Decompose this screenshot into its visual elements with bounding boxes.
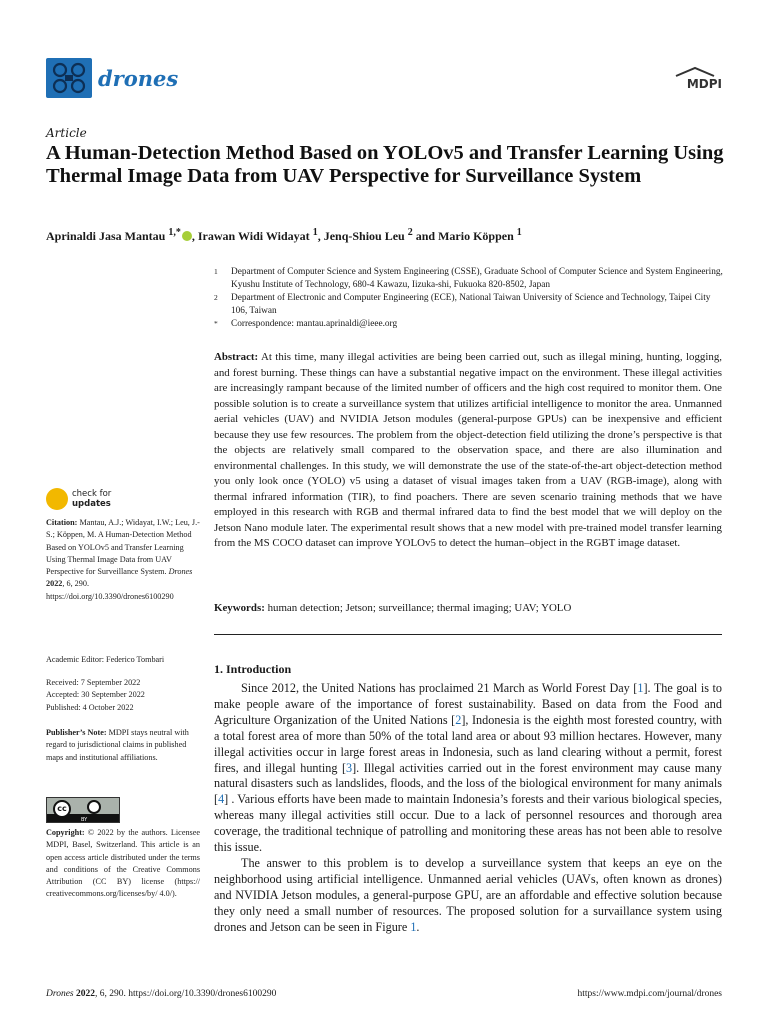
check-updates-line2: updates [72, 499, 111, 509]
publishers-note [46, 727, 200, 764]
keywords-label: Keywords: [214, 602, 265, 614]
publishers-note-text: MDPI stays neutral with regard to jurisdictional claims in published maps and institutional affiliations. [46, 728, 189, 762]
publication-dates [46, 677, 200, 714]
footer-citation [46, 989, 276, 999]
published-date: Published: 4 October 2022 [46, 702, 134, 712]
keywords [214, 602, 722, 614]
journal-name: drones [98, 66, 179, 91]
author-name: Irawan Widi Widayat [197, 229, 310, 243]
author-affil-mark: 1 [312, 227, 318, 238]
affiliation-item [214, 266, 724, 292]
citation-year: 2022 [46, 579, 63, 589]
check-updates-icon [46, 488, 68, 510]
citation-journal: Drones [168, 567, 193, 577]
received-date: Received: 7 September 2022 [46, 678, 141, 687]
author-name: Mario Köppen [438, 229, 514, 243]
abstract-label: Abstract: [214, 351, 259, 363]
paragraph: Since 2012, the United Nations has proclaimed 21 March as World Forest Day [1]. The goal is to make people aware of the importance of forest sustainability. Based on data from the Food and Agriculture Organization of the United Nations [2], Indonesia is the eighth most forested country, with a total forest area of more than 50% of the total land area or about 93 million hectares. However, many illegal activities occur in large forest areas in Indonesia, such as land clearing without a permit, forest fires, and illegal hunting [3]. Illegal activities carried out in the forest environment may cause many natural disasters such as landslides, floods, and the loss of the biological environment for many animals [4] . Various efforts have been made to maintain Indonesia’s forests and their various biological species, whereas many illegal activities still occur. Due to a lack of personnel resources and thorough area coverage, the traditional technique of patrolling and monitoring these areas has not been able to resolve this issue. [214, 681, 722, 855]
footer-year: 2022 [76, 989, 95, 999]
cc-by-license-badge[interactable] [46, 797, 120, 823]
reference-link[interactable]: 4 [218, 792, 225, 807]
cc-by-label: BY [81, 817, 88, 823]
affiliation-text: Department of Computer Science and System Engineering (CSSE), Graduate School of Computer Science and System Engineering, Kyushu Institute of Technology, 680-4 Kawazu, Iizuka-shi, Fukuoka 820-8502, Japan [231, 267, 723, 290]
paragraph: The answer to this problem is to develop a surveillance system that keeps an eye on the neighborhood using artificial intelligence. Unmanned aerial vehicles (UAVs, often known as drones) and NVIDIA Jetson modules, a general-purpose GPU, are an affordable and effective solution because they only need a small number of resources. The proposed solution for a survaillance system using drones and Jetson can be seen in Figure 1. [214, 855, 722, 934]
paper-title: A Human-Detection Method Based on YOLOv5 and Transfer Learning Using Thermal Image Data from UAV Perspective for Surveillance System [46, 142, 724, 187]
citation-text: Mantau, A.J.; Widayat, I.W.; Leu, J.-S.; Köppen, M. A Human-Detection Method Based on YOLOv5 and Transfer Learning Using Thermal Image Data from UAV Perspective for Surveillance System. [46, 518, 200, 577]
reference-link[interactable]: 2 [455, 712, 462, 727]
affiliation-text: Department of Electronic and Computer Engineering (ECE), National Taiwan University of Science and Technology, Taipei City 106, Taiwan [231, 293, 711, 316]
figure-link[interactable]: 1 [410, 919, 417, 934]
journal-header [46, 58, 722, 98]
attribution-icon [87, 800, 101, 814]
author-name: Aprinaldi Jasa Mantau [46, 229, 166, 243]
copyright-text: © 2022 by the authors. Licensee MDPI, Basel, Switzerland. This article is an open access article distributed under the terms and conditions of the Creative Commons Attribution (CC BY) license (https:// creativecommons.org/licenses/by/ 4.0/). [46, 828, 200, 899]
reference-link[interactable]: 3 [346, 760, 353, 775]
affiliation-mark: 1 [214, 267, 218, 276]
section-divider [214, 634, 722, 635]
reference-link[interactable]: 1 [637, 681, 644, 695]
author-affil-mark: 1,* [168, 227, 181, 238]
affiliation-item [214, 318, 724, 331]
publishers-note-label: Publisher’s Note: [46, 728, 107, 737]
citation-label: Citation: [46, 518, 78, 527]
creative-commons-icon: cc [53, 800, 71, 818]
copyright-block [46, 827, 200, 901]
author-affil-mark: 2 [407, 227, 413, 238]
author-name: Jenq-Shiou Leu [323, 229, 405, 243]
article-type: Article [46, 126, 87, 140]
author-list: Aprinaldi Jasa Mantau $^{1,*}$ , Irawan Widi Widayat $^1$, Jenq-Shiou Leu $^2$ and Mario Köppen $^1$ [46, 227, 522, 243]
drones-logo-icon [46, 58, 92, 98]
author-conjunction: and [415, 229, 436, 243]
introduction-text [214, 681, 722, 936]
footer-doi[interactable]: , 6, 290. https://doi.org/10.3390/drones6100290 [95, 989, 277, 999]
affiliation-mark: 2 [214, 293, 218, 302]
publisher-name: MDPI [686, 77, 722, 91]
academic-editor: Academic Editor: Federico Tombari [46, 655, 165, 664]
affiliation-mark: * [214, 319, 218, 328]
section-heading: 1. Introduction [214, 662, 292, 676]
copyright-label: Copyright: [46, 828, 85, 837]
abstract [214, 350, 722, 552]
orcid-icon[interactable] [182, 231, 192, 241]
author-affil-mark: 1 [516, 227, 522, 238]
affiliation-item [214, 292, 724, 318]
check-updates-line1: check for [72, 489, 112, 499]
citation-block [46, 517, 200, 603]
check-for-updates-button[interactable] [46, 487, 136, 513]
abstract-text: At this time, many illegal activities are being been carried out, such as illegal mining, hunting, logging, and forest burning. These things can have a substantial negative impact on the environment. These illegal activities are increasingly rampant because of the limited number of officers and the high cost required to monitor them. One possible solution is to create a surveillance system that utilizes artificial intelligence to monitor the area. Unmanned aerial vehicles (UAV) and NVIDIA Jetson modules (general-purpose GPUs) can be inexpensive and efficient because they use few resources. The problem from the object-detection field utilizing the drone’s perspective is that the objects are relatively small compared to the observation space, and there are also illumination and environmental challenges. In this study, we will demonstrate the use of the state-of-the-art object-detection method you only look once (YOLO) v5 using a dataset of visual images taken from a UAV (RGB-image), along with thermal infrared information (TIR), to find poachers. There are seven scenario training methods that we have employed in this research with RGB and thermal infrared data to find the best model that we will deploy on the Jetson Nano module later. The experimental result shows that a new model with pre-trained model transfer learning from the MS COCO dataset can improve YOLOv5 to detect the human–object in the RGBT image dataset. [214, 351, 722, 549]
footer-journal: Drones [46, 989, 74, 999]
keywords-text: human detection; Jetson; surveillance; thermal imaging; UAV; YOLO [267, 602, 572, 614]
footer-journal-url[interactable]: https://www.mdpi.com/journal/drones [577, 989, 722, 999]
correspondence-text: Correspondence: mantau.aprinaldi@ieee.org [231, 319, 398, 329]
citation-doi[interactable]: , 6, 290. https://doi.org/10.3390/drones6100290 [46, 579, 174, 601]
affiliation-list [214, 266, 724, 331]
accepted-date: Accepted: 30 September 2022 [46, 690, 145, 700]
